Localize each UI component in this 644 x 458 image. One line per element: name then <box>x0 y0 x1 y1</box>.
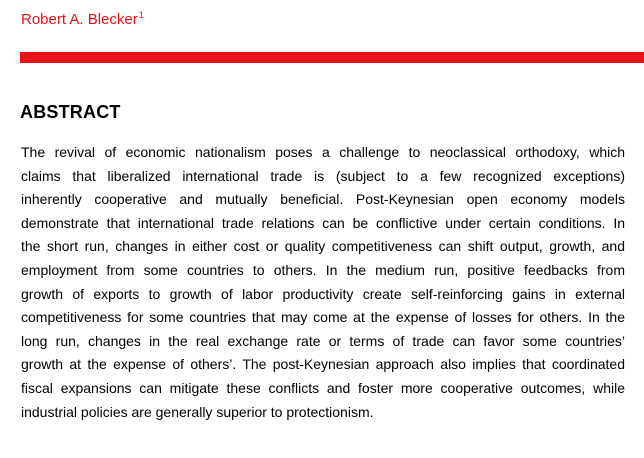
abstract-line: inherently cooperative and mutually beneficial. Post-Keynesian open economy models <box>21 191 625 208</box>
abstract-body <box>21 141 625 424</box>
abstract-line: growth of exports to growth of labor productivity create self-reinforcing gains in external <box>21 285 625 302</box>
abstract-heading: ABSTRACT <box>20 102 121 122</box>
abstract-line: the short run, changes in either cost or quality competitiveness can shift output, growth, and <box>21 238 625 255</box>
abstract-line: industrial policies are generally superior to protectionism. <box>21 403 374 420</box>
abstract-line: growth at the expense of others’. The post-Keynesian approach also implies that coordinated <box>21 356 625 373</box>
abstract-line: fiscal expansions can mitigate these conflicts and foster more cooperative outcomes, while <box>21 379 625 396</box>
author-footnote-mark: 1 <box>138 10 144 20</box>
abstract-line: claims that liberalized international trade is (subject to a few recognized exceptions) <box>21 167 625 184</box>
abstract-line: demonstrate that international trade relations can be conflictive under certain conditions. In <box>21 214 625 231</box>
abstract-line: The revival of economic nationalism poses a challenge to neoclassical orthodoxy, which <box>21 144 625 160</box>
author-name: Robert A. Blecker <box>21 11 138 28</box>
header-red-rule <box>20 52 644 63</box>
abstract-line: long run, changes in the real exchange rate or terms of trade can favor some countries’ <box>21 332 625 349</box>
abstract-line: competitiveness for some countries that may come at the expense of losses for others. In the <box>21 309 625 326</box>
abstract-line: employment from some countries to others. In the medium run, positive feedbacks from <box>21 261 625 278</box>
author-line <box>21 11 144 30</box>
